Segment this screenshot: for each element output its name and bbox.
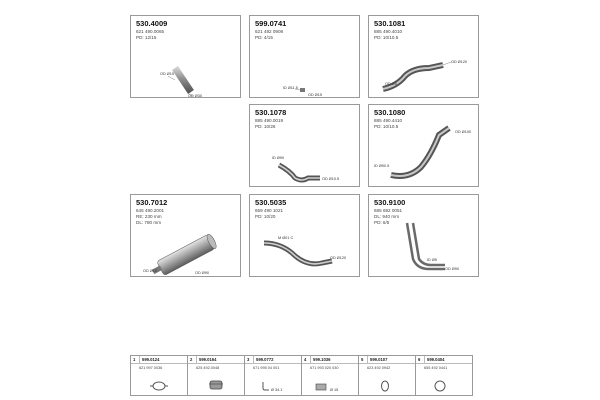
accessory-ref: 671 993 020 030 (310, 366, 339, 370)
part-card[interactable] (249, 15, 360, 98)
part-card[interactable] (130, 194, 241, 277)
part-number: 530.5035 (255, 198, 287, 207)
muffler-drawing (131, 195, 242, 278)
part-spec-line: DL: 780 mm (136, 220, 162, 225)
dimension-label: ID Ø5 (427, 258, 437, 262)
accessory-ref: 625 492.0048 (196, 366, 220, 370)
pipe-drawing (131, 16, 242, 99)
accessory-code: 599.0772 (256, 357, 274, 362)
pipe-drawing (369, 16, 480, 99)
part-card[interactable] (368, 104, 479, 187)
accessory-code: 599.1036 (313, 357, 331, 362)
pipe-drawing (369, 105, 480, 188)
accessory-ref: 655 492 0441 (424, 366, 448, 370)
part-number: 530.1078 (255, 108, 287, 117)
accessory-cell[interactable] (359, 356, 416, 395)
accessory-cell[interactable] (416, 356, 472, 395)
pipe-drawing (369, 195, 480, 278)
part-spec-line: 659 490 1021 (255, 208, 284, 213)
part-spec-line: PD: 10/26 (255, 124, 276, 129)
accessory-index: 1 (133, 356, 140, 363)
part-spec-line: DL: 940 mm (374, 214, 400, 219)
part-card[interactable] (249, 104, 360, 187)
dimension-label: OD Ø5 (385, 82, 397, 86)
accessory-index: 3 (247, 356, 254, 363)
part-card[interactable] (249, 194, 360, 277)
part-spec-line: 645 490.2001 (136, 208, 165, 213)
accessory-table (130, 355, 473, 396)
accessory-index: 4 (304, 356, 311, 363)
part-spec-line: 685 692 0051 (374, 208, 403, 213)
part-card[interactable] (130, 15, 241, 98)
dimension-label: OD Ø120 (330, 256, 347, 260)
pipe-drawing (250, 195, 361, 278)
part-spec-line: PD: 10/20 (255, 214, 276, 219)
accessory-cell[interactable] (131, 356, 188, 395)
accessory-ref: 621 997 0036 (139, 366, 163, 370)
dimension-label: ID Ø90.5 (374, 164, 390, 168)
dimension-label: OD Ø90 (445, 267, 459, 271)
accessory-index: 6 (418, 356, 425, 363)
dimension-label: OD Ø15 (160, 72, 174, 76)
dimension-label: OD Ø120 (451, 60, 468, 64)
gasket-icon (359, 372, 416, 396)
part-number: 530.4009 (136, 19, 168, 28)
accessory-code: 599.0164 (199, 357, 217, 362)
part-spec-line: PD: 10/10.5 (374, 35, 399, 40)
accessory-cell[interactable] (245, 356, 302, 395)
dimension-label: Ø 15 (330, 388, 339, 392)
dimension-label: OD Ø100 (455, 130, 472, 134)
part-number: 530.7012 (136, 198, 168, 207)
dimension-label: OD Ø15 (308, 93, 322, 97)
clamp-icon (188, 372, 245, 396)
part-card[interactable] (368, 15, 479, 98)
accessory-code: 599.0107 (370, 357, 388, 362)
part-spec-line: 621 492 0908 (255, 29, 284, 34)
part-spec-line: 885 490.4010 (374, 29, 403, 34)
pipe-drawing (250, 16, 361, 99)
accessory-index: 2 (190, 356, 197, 363)
accessory-cell[interactable] (302, 356, 359, 395)
accessory-ref: 671 995 04 001 (253, 366, 280, 370)
part-number: 599.0741 (255, 19, 287, 28)
dimension-label: OD Ø10 (143, 269, 157, 273)
dimension-label: ID Ø90 (272, 156, 285, 160)
part-spec-line: PD: 6/5 (374, 220, 390, 225)
dimension-label: OD Ø30 (188, 94, 202, 98)
dimension-label: OD Ø10.5 (322, 177, 340, 181)
accessory-cell[interactable] (188, 356, 245, 395)
part-spec-line: 885 490.4410 (374, 118, 403, 123)
bracket-icon (302, 372, 359, 396)
part-spec-line: RE: 230 mm (136, 214, 162, 219)
part-number: 530.9100 (374, 198, 406, 207)
accessory-code: 599.0124 (142, 357, 160, 362)
part-spec-line: PD: 4/15 (255, 35, 273, 40)
part-card[interactable] (368, 194, 479, 277)
hanger-icon (245, 372, 302, 396)
part-number: 530.1080 (374, 108, 406, 117)
part-spec-line: PD: 10/10.5 (374, 124, 399, 129)
dimension-label: Ø 34.1 (271, 388, 283, 392)
pipe-drawing (250, 105, 361, 188)
dimension-label: ID Ø11.5 (283, 86, 298, 90)
part-spec-line: 621 490.0065 (136, 29, 165, 34)
dimension-label: M Ø01 C (278, 236, 294, 240)
part-spec-line: 885 490.0019 (255, 118, 284, 123)
ring-icon (416, 372, 473, 396)
part-number: 530.1081 (374, 19, 406, 28)
part-spec-line: PD: 12/15 (136, 35, 157, 40)
clamp-icon (131, 372, 188, 396)
accessory-code: 599.0404 (427, 357, 445, 362)
accessory-index: 5 (361, 356, 368, 363)
accessory-ref: 623 492 0942 (367, 366, 391, 370)
dimension-label: OD Ø90 (195, 271, 209, 275)
